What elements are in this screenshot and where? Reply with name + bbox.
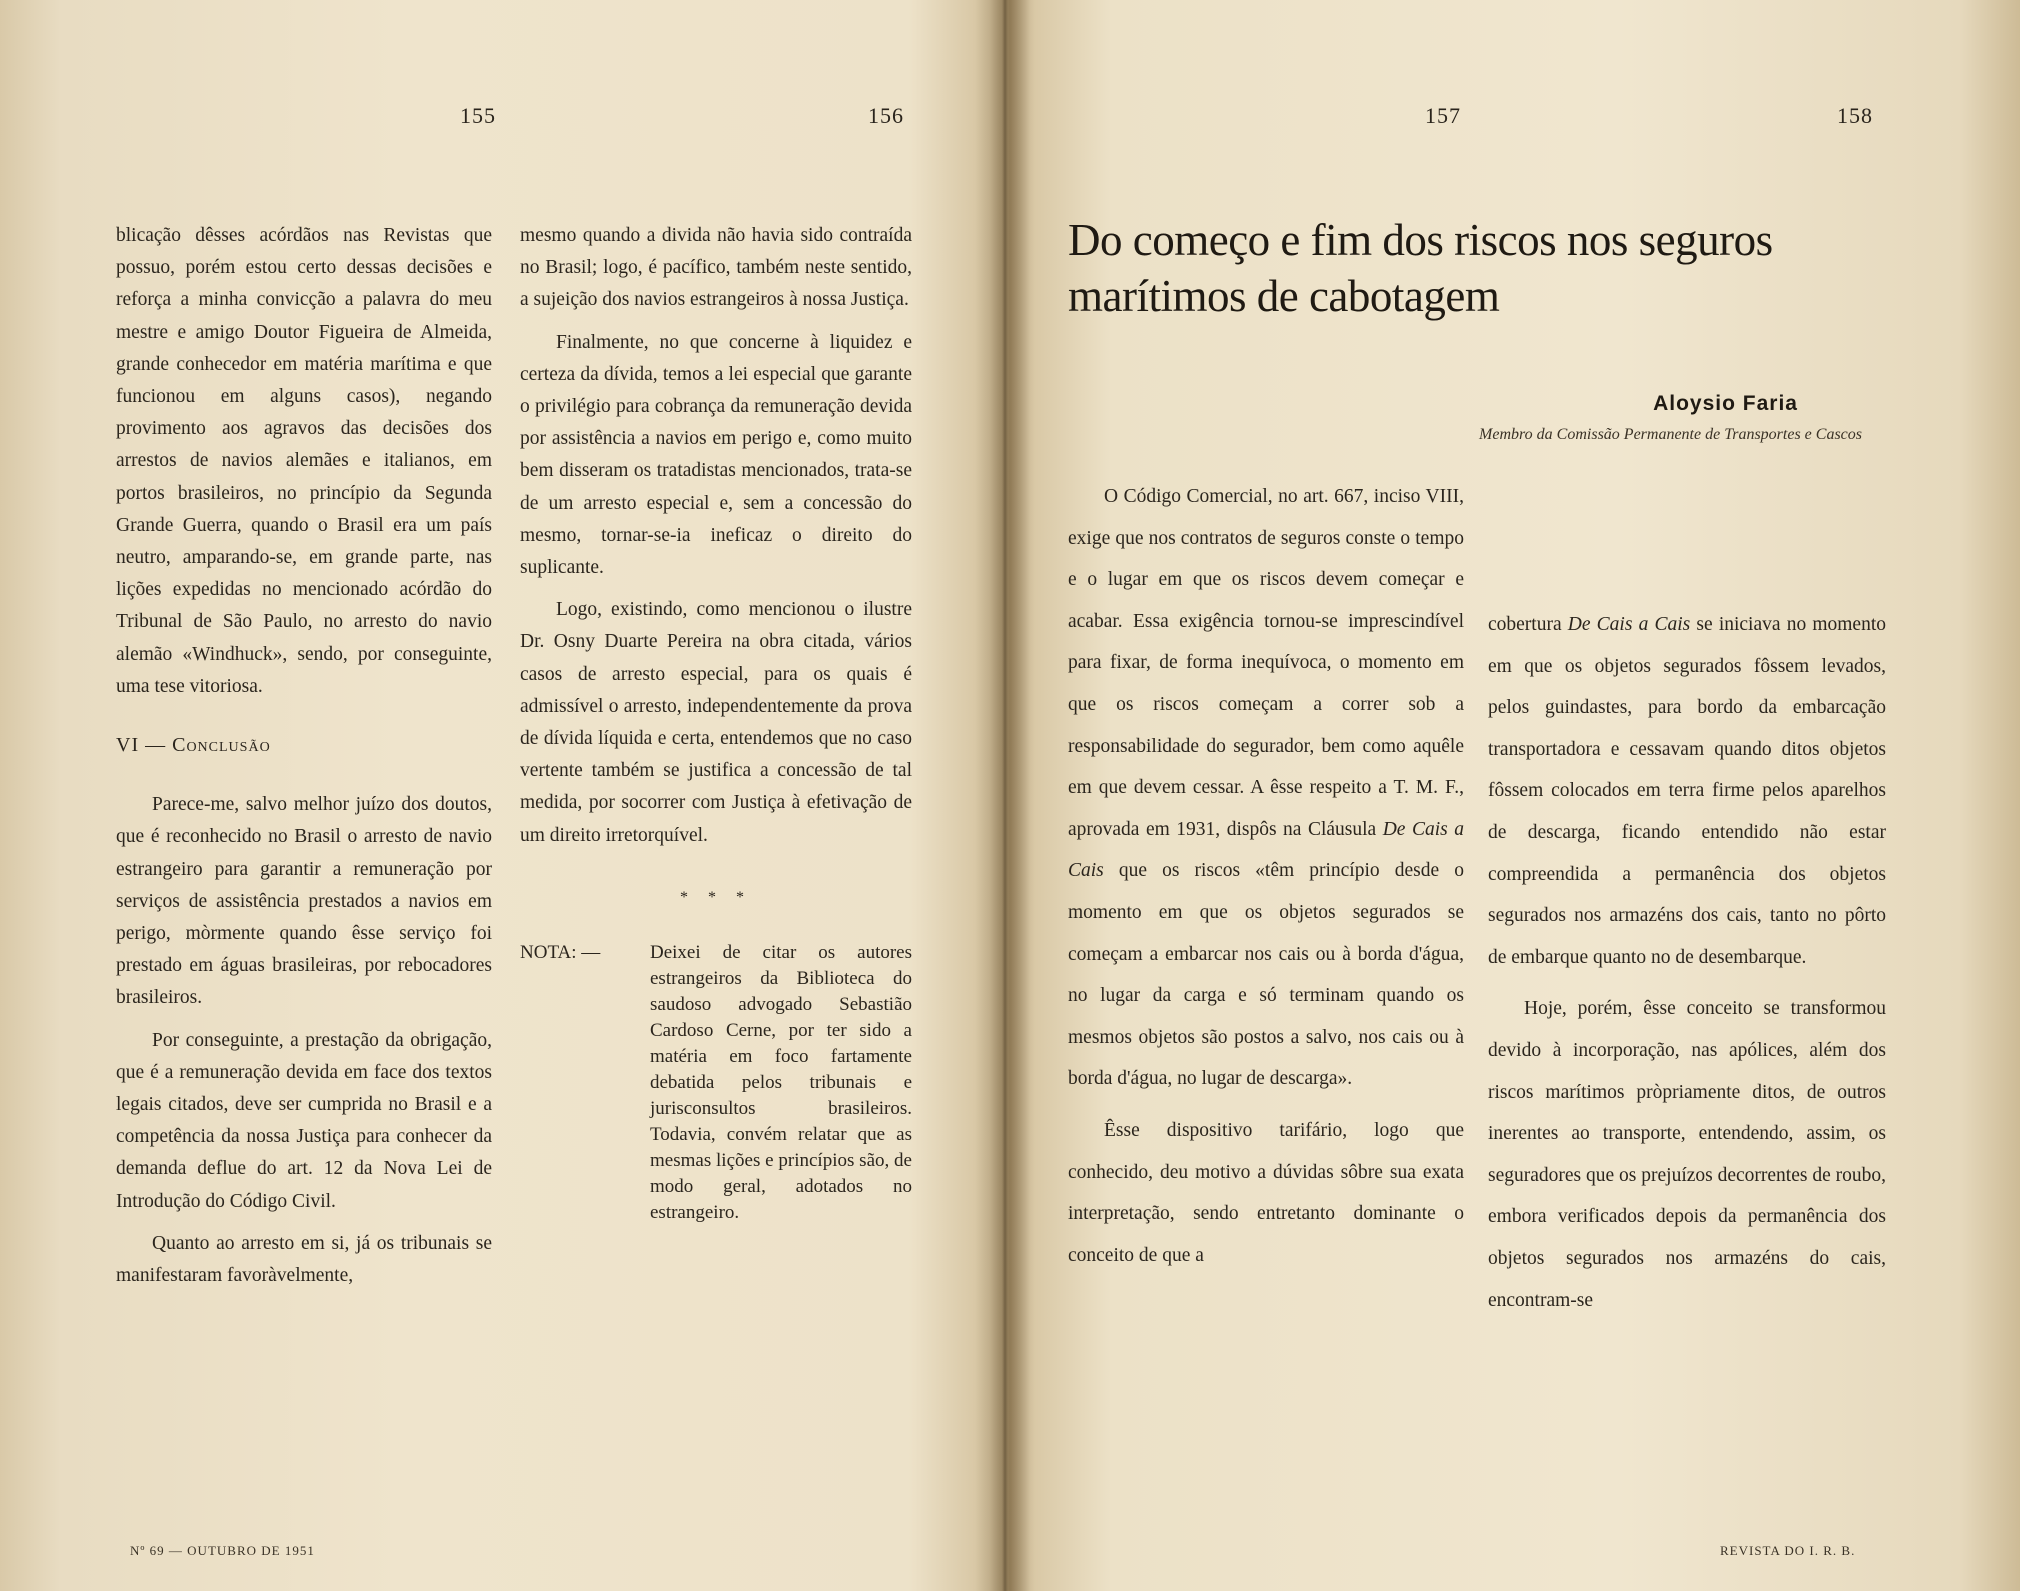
page-number-155: 155 [460,103,496,128]
section-title: Conclusão [172,734,271,757]
book-gutter [975,0,1035,1591]
column-page-157 [1068,476,1464,1286]
paragraph [1068,476,1464,1100]
text-run: se iniciava no momento em que os objetos segurados fôssem levados, pelos guindastes, para bordo da embarcação transportadora e cessavam quando ditos objetos fôssem colocados em terra firme pelos aparelhos de descarga, ficando entendido não estar compreendida a permanência dos objetos segurados nos armazéns dos cais, tanto no pôrto de embarque quanto no de desembarque. [1488,614,1887,968]
page-number-157: 157 [1425,103,1461,128]
author-affiliation: Membro da Comissão Permanente de Transportes e Cascos [1479,426,1862,443]
paragraph: Hoje, porém, êsse conceito se transformou devido à incorporação, nas apólices, além dos riscos marítimos pròpriamente ditos, de outros inerentes ao transporte, entendendo, assim, os seguradores que os prejuízos decorrentes de roubo, embora verificados depois da permanência dos objetos segurados nos armazéns do cais, encontram-se [1488,998,1886,1311]
section-separator: * * * [680,888,752,906]
section-number: VI — [116,734,167,757]
paragraph: Quanto ao arresto em si, já os tribunais se manifestaram favoràvelmente, [116,1232,492,1287]
clause-name: De Cais a Cais [1567,614,1691,635]
footnote [520,940,912,1226]
text-run: cobertura [1488,614,1568,635]
paragraph: Por conseguinte, a prestação da obrigação, que é a remuneração devida em face dos textos legais citados, deve ser cumprida no Brasil e a competência da nossa Justiça para conhecer da demanda deflue do art. 12 da Nova Lei de Introdução do Código Civil. [116,1029,492,1212]
article-author: Aloysio Faria [1653,392,1798,415]
column-page-155 [116,220,492,1302]
text-run: que os riscos «têm princípio desde o momento em que os objetos segurados se começam a embarcar nos cais ou à borda d'água, no lugar da carga e só terminam quando os mesmos objetos são postos a salvo, nos cais ou à borda d'água, no lugar de descarga». [1068,860,1464,1090]
column-page-156 [520,220,912,1226]
footnote-text: Deixei de citar os autores estrangeiros da Biblioteca do saudoso advogado Sebastião Cardoso Cerne, por ter sido a matéria em foco fartamente debatida pelos tribunais e jurisconsultos brasileiros. Todavia, convém relatar que as mesmas lições e princípios são, de modo geral, adotados no estrangeiro. [650,942,912,1224]
paragraph: mesmo quando a divida não havia sido contraída no Brasil; logo, é pacífico, também neste sentido, a sujeição dos navios estrangeiros à nossa Justiça. [520,225,912,311]
paragraph: Finalmente, no que concerne à liquidez e certeza da dívida, temos a lei especial que garante o privilégio para cobrança da remuneração devida por assistência a navios em perigo e, como muito bem disseram os tratadistas mencionados, trata-se de um arresto especial e, sem a concessão do mesmo, tornar-se-ia ineficaz o direito do suplicante. [520,331,912,579]
section-heading [116,729,492,761]
paragraph: Parece-me, salvo melhor juízo dos doutos, que é reconhecido no Brasil o arresto de navio estrangeiro para garantir a remuneração por serviços de assistência prestados a navios em perigo, mòrmente quando êsse serviço foi prestado em águas brasileiras, por rebocadores brasileiros. [116,794,492,1009]
footer-issue: Nº 69 — OUTUBRO DE 1951 [130,1543,315,1558]
clause-name: De Cais a Cais [1068,818,1464,882]
footer-journal: REVISTA DO I. R. B. [1720,1543,1856,1558]
paragraph: Logo, existindo, como mencionou o ilustre Dr. Osny Duarte Pereira na obra citada, vários casos de arresto especial, para os quais é admissível o arresto, independentemente da prova de dívida líquida e certa, entendemos que no caso vertente também se justifica a concessão de tal medida, por socorrer com Justiça à efetivação de um direito irretorquível. [520,599,912,846]
paragraph [1488,604,1886,978]
page-number-158: 158 [1837,103,1873,128]
text-run: O Código Comercial, no art. 667, inciso VIII, exige que nos contratos de seguros conste o tempo e o lugar em que os riscos devem começar e acabar. Essa exigência tornou-se imprescindível para fixar, de forma inequívoca, o momento em que os riscos começam a correr sob a responsabilidade do segurador, bem como aquêle em que devem cessar. A êsse respeito a T. M. F., aprovada em 1931, dispôs na Cláusula [1068,486,1464,840]
page-number-156: 156 [868,103,904,128]
footnote-label: NOTA: — [520,942,601,964]
column-page-158 [1488,604,1886,1331]
article-title: Do começo e fim dos riscos nos seguros marítimos de cabotagem [1068,215,1773,321]
paragraph: blicação dêsses acórdãos nas Revistas que possuo, porém estou certo dessas decisões e reforça a minha convicção a palavra do meu mestre e amigo Doutor Figueira de Almeida, grande conhecedor em matéria marítima e que funcionou em alguns casos), negando provimento aos agravos das decisões dos arrestos de navios alemães e italianos, em portos brasileiros, no princípio da Segunda Grande Guerra, quando o Brasil era um país neutro, amparando-se, em grande parte, nas lições expedidas no mencionado acórdão do Tribunal de São Paulo, no arresto do navio alemão «Windhuck», sendo, por conseguinte, uma tese vitoriosa. [116,225,492,697]
paragraph: Êsse dispositivo tarifário, logo que conhecido, deu motivo a dúvidas sôbre sua exata interpretação, sendo entretanto dominante o conceito de que a [1068,1119,1464,1266]
